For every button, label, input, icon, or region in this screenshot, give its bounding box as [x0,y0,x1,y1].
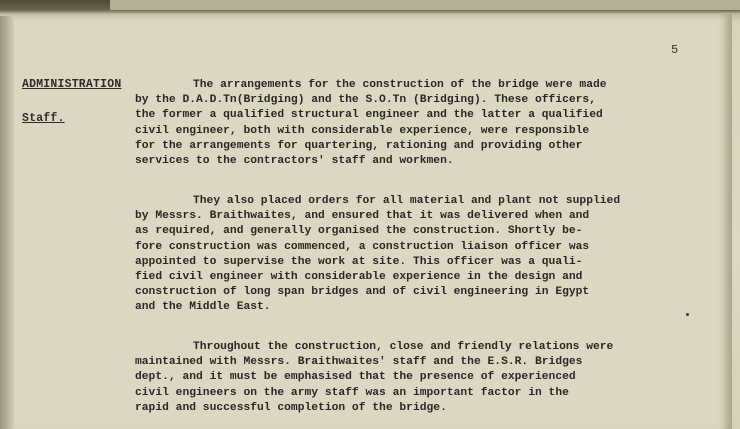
text-line: civil engineer, both with considerable experience, were responsible [135,124,590,137]
text-line: They also placed orders for all material and plant not supplied [193,195,621,207]
text-line: services to the contractors' staff and workmen. [135,155,454,168]
text-line: civil engineers on the army staff was an important factor in the [135,386,569,399]
margin-heading-administration: ADMINISTRATION [22,78,122,91]
margin-heading-staff: Staff. [22,112,65,125]
text-line: for the arrangements for quartering, rationing and providing other [135,139,583,152]
paragraph-3 [135,340,723,416]
text-line: by the D.A.D.Tn(Bridging) and the S.O.Tn (Bridging). These officers, [135,94,596,107]
text-line: and the Middle East. [135,301,271,314]
text-line: appointed to supervise the work at site. This officer was a quali- [135,255,583,268]
text-line: maintained with Messrs. Braithwaites' staff and the E.S.R. Bridges [135,356,583,369]
text-line: dept., and it must be emphasised that the presence of experienced [135,371,576,384]
text-line: by Messrs. Braithwaites, and ensured that it was delivered when and [135,210,590,223]
text-line: construction of long span bridges and of civil engineering in Egypt [135,286,590,299]
paragraph-2 [135,194,723,316]
paragraph-1 [135,78,723,169]
top-edge-band [110,0,740,10]
text-line: the former a qualified structural engineer and the latter a qualified [135,109,603,122]
text-line: fore construction was commenced, a construction liaison officer was [135,240,590,253]
text-line: fied civil engineer with considerable experience in the design and [135,271,583,284]
ink-speck [686,313,689,316]
text-line: rapid and successful completion of the bridge. [135,401,447,414]
left-page-fold [0,16,14,429]
text-line: as required, and generally organised the construction. Shortly be- [135,225,583,238]
text-line: The arrangements for the construction of the bridge were made [193,79,607,91]
page-number: 5 [671,43,679,57]
text-line: Throughout the construction, close and friendly relations were [193,341,614,353]
